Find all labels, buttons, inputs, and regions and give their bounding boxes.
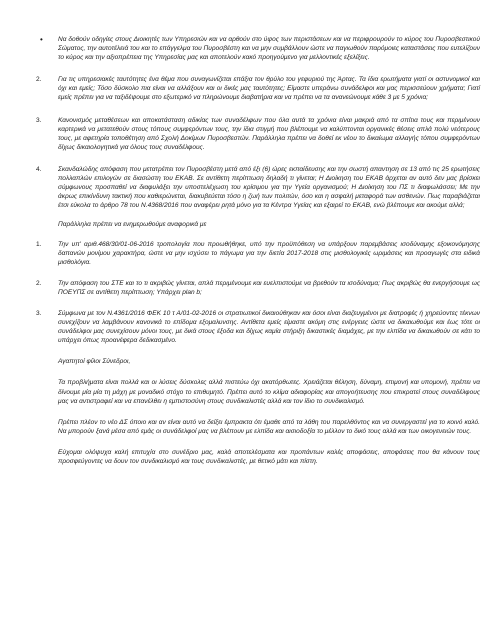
parallel-item-3 (36, 309, 480, 345)
item-text: Την απόφαση του ΣΤΕ και το τι ακριβώς γίνεται, απλά περιμένουμε και ευελπιστούμε να βρεθούν τα ισοδύναμα; Πως ακριβώς θα ενεργήσουμε ως ΠΟΕΥΠΣ σε αντίθετη περίπτωση; Υπάρχει plan b; (58, 279, 480, 296)
bullet-item (36, 35, 480, 62)
item-number: 2. (36, 279, 42, 287)
item-text: Για τις υπηρεσιακές ταυτότητες ένα θέμα που συναγωνίζεται επάξια τον θρύλο του γεφυριού της Άρτας. Τα ίδια ερωτήματα γιατί οι αστυνομικοί και όχι και εμείς; Τόσο δύσκολο πια είναι να αλλάξουν και οι δικές μας ταυτότητες; Είμαστε υπεράνω συνάδελφοι και μας περισσεύουν χρήματα; Γιατί εμείς πρέπει για να ταξιδέψουμε στο εξωτερικό να πληρώνουμε διαβατήρια και να πρέπει να τα ανανεώνουμε κάθε 3 με 5 χρόνια; (58, 76, 480, 102)
item-number: 3. (36, 116, 42, 124)
item-text: Σύμφωνα με τον Ν.4361/2016 ΦΕΚ 10 τ Α/01-02-2016 οι στρατιωτικοί δικαιούθηκαν και όσοι είναι διαζευγμένοι με διατροφές ή χηρεύοντες τέκνων συνεχίζουν να λαμβάνουν κανονικά το επίδομα εξομαλυνσης. Αντίθετα εμείς είμαστε ακόμη στις ενέργειες ώστε να δικαιωθούμε και έως τότε οι συνάδελφοι μας συνεχίσουν μόνοι τους, με δικά στους έξοδα και δίχως καμία στήριξη δικαστικές διαμάχες, με την ελπίδα να δικαιωθούν σε κάτι το υπάρχει όπως προανέφερα δεδικασμένο. (58, 309, 480, 345)
bullet-item-text: Να δοθούν οδηγίες στους Διοικητές των Υπηρεσιών και να αρθούν στο ύψος των περιστάσεων και να περιφρουρούν το κύρος του Πυροσβεστικού Σώματος, την αυτοτέλειά του και το επάγγελμα του Πυροσβέστη και να μην συμβάλλουν ώστε να παγιωθούν παρόμοιες καταστάσεις που ευτελίζουν το κύρος και την αξιοπρέπεια της Υπηρεσίας μας και αποτελούν κακό προηγούμενο για μελλοντικές εξελίξεις. (58, 36, 480, 62)
item-number: 1. (36, 240, 42, 248)
item-text: Την υπ' αριθ.468/30/01-06-2016 τροπολογία που προωθήθηκε, υπό την προϋπόθεση να υπάρξουν παρεμβάσεις ισοδύναμης εξοικονόμησης δαπανών μονίμου χαρακτήρα, ώστε να μην ισχύσει το πάγωμα για την διετία 2017-2018 στις μισθολογικές ωριμάσεις και προαγωγές στα ειδικά μισθολόγια. (58, 240, 480, 266)
item-number: 3. (36, 309, 42, 317)
numbered-item-4 (36, 165, 480, 210)
numbered-item-2 (36, 75, 480, 102)
item-text: Σκανδαλώδης απόφαση που μετατρέπει τον Πυροσβέστη μετά από έξι (6) ώρες εκπαίδευσης και την σωστή απαντηση σε 13 από τις 25 ερωτήσεις πολλαπλών επιλογών σε διασώστη του ΕΚΑΒ. Σε αντίθετη περίπτωση δηλαδή τι γίνεται; Η Διοίκηση του ΕΚΑΒ άρχεται αν αυτό δεν μας βρίσκει σύμφωνους προσπαθεί να διαφυλάξει την υποστελέχωση του κρίσιμου για την Υγεία οργανισμού; Η Διοίκηση του ΠΣ τι διαφωλάσσει; Με την άκρως επικίνδυνη τακτική που καθιερώνεται, διακυβεύεται τόσο η ζωή των πολιτών, όσο και η ασφαλή μεταφορά των ασθενών. Πως παραβιάζεται έτσι εύκολα το άρθρο 78 του Ν.4368/2016 που αναφέρει ρητά μόνο για τα Κέντρα Υγείας και εξαιρεί το ΕΚΑΒ, ενώ βλέπουμε και ακούμε αλλά; (58, 165, 480, 210)
parallel-item-1 (36, 240, 480, 267)
closing-paragraph: Εύχομαι ολόψυχα καλή επιτυχία στο συνέδριο μας, καλά αποτελέσματα και προπάντων καλές αποφάσεις, αποφάσεις που θα κάνουν τους προσφεύγοντες να δουν τον συνδικαλισμό και τους συνδικαλιστές, με θετικό μάτι και πίστη. (58, 448, 480, 465)
greeting: Αγαπητοί φίλοι Σύνεδροι, (58, 358, 131, 366)
numbered-item-3 (36, 116, 480, 152)
parallel-heading: Παράλληλα πρέπει να ενημερωθούμε αναφορικά με (58, 221, 207, 229)
item-number: 4. (36, 165, 42, 173)
closing-paragraph: Τα προβλήματα είναι πολλά και οι λύσεις δύσκολες αλλά πιστεύω όχι ακατόρθωτες. Χρειάζεται θέληση, δύναμη, επιμονή και υπομονή, πρέπει να δίνουμε μία μία τη μάχη με μοναδικό στόχο το επιθυμητό. Πρέπει αυτό το κλίμα αδιαφορίας και απογοήτευσης που επικρατεί στους συναδέλφους μας να αντιστραφεί και να επανέλθει η εμπιστοσύνη στους συνδικαλιστές αλλά και τον ίδιο το συνδικαλισμό. (58, 379, 480, 405)
bullet-marker: • (40, 35, 43, 44)
closing-paragraph: Πρέπει πλέον το νέο ΔΣ όποιο και αν είναι αυτό να δείξει έμπρακτα ότι έμαθε από τα λάθη του παρελθόντος και να συνεργαστεί για το κοινό καλό. Να μπορούν ξανά μέσα από εμάς οι συνάδελφοί μας να βλέπουν με ελπίδα και αισιοδοξία το μέλλον το δικό τους αλλά και των οικογενειών τους. (58, 418, 480, 435)
item-text: Κανονισμός μεταθέσεων και αποκατάσταση αδικίας των συναδέλφων που όλα αυτά τα χρόνια είναι μακριά από τα σπίτια τους και περιμένουν καρτερικά να μετατεθούν στους τόπους συμφερόντων τους, την ίδια στιγμή που βλέπουμε να καλύπτονται οργανικές θέσεις απλά πολύ νεότερους τους, με αφετηρία τοποθέτηση από Σχολή Δοκίμων Πυροσβεστών. Παράλληλα πρέπει να δοθεί εκ νέου το δικαίωμα αλλαγής τόπου συμφερόντων δίχως δικαιολογητικά για όλους τους συναδέλφους. (58, 116, 480, 151)
item-number: 2. (36, 76, 42, 84)
parallel-item-2 (36, 279, 480, 297)
